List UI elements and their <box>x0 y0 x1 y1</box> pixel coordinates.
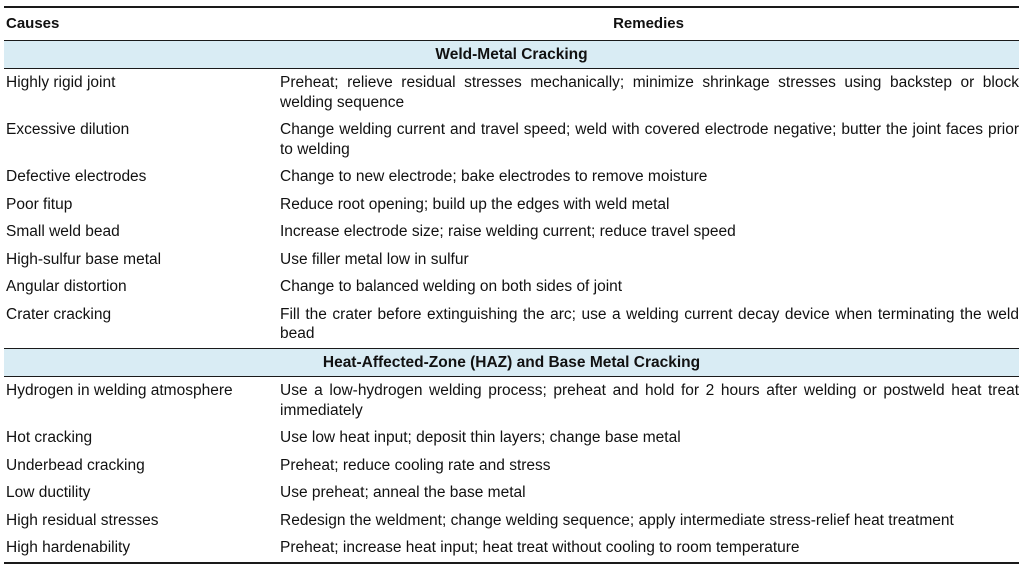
cause-cell: Crater cracking <box>6 305 112 323</box>
remedy-cell: Preheat; reduce cooling rate and stress <box>280 456 551 474</box>
table-body <box>4 40 1019 563</box>
table-row <box>4 246 1019 274</box>
table-container <box>4 6 1019 564</box>
causes-remedies-table <box>4 6 1019 564</box>
remedy-cell: Increase electrode size; raise welding current; reduce travel speed <box>280 223 736 240</box>
cause-cell: Low ductility <box>6 484 91 501</box>
remedy-cell: Change to balanced welding on both sides of joint <box>280 278 623 295</box>
remedy-cell: Reduce root opening; build up the edges with weld metal <box>280 195 670 213</box>
remedy-cell: Preheat; increase heat input; heat treat without cooling to room temperature <box>278 534 1019 563</box>
cause-cell: High-sulfur base metal <box>6 250 162 268</box>
remedy-cell: Change welding current and travel speed; weld with covered electrode negative; butter the joint faces prior to welding <box>280 121 1019 158</box>
cause-cell: High hardenability <box>4 534 278 563</box>
cause-cell: Defective electrodes <box>6 168 147 185</box>
cause-cell: Poor fitup <box>6 195 73 213</box>
header-row <box>4 7 1019 40</box>
table-row <box>4 507 1019 535</box>
cause-cell: Underbead cracking <box>6 456 145 474</box>
remedy-cell: Use filler metal low in sulfur <box>280 250 469 268</box>
cause-cell: Hot cracking <box>6 429 93 446</box>
remedy-cell: Change to new electrode; bake electrodes to remove moisture <box>280 168 708 185</box>
table-row <box>4 163 1019 191</box>
cause-cell: Angular distortion <box>6 278 127 295</box>
remedy-cell: Fill the crater before extinguishing the arc; use a welding current decay device when terminating the weld bead <box>280 305 1019 342</box>
table-row <box>4 116 1019 163</box>
cause-cell: Highly rigid joint <box>6 74 116 91</box>
table-row <box>4 424 1019 452</box>
remedies-header: Remedies <box>278 7 1019 40</box>
table-row <box>4 377 1019 425</box>
table-row <box>4 452 1019 480</box>
remedy-cell: Use low heat input; deposit thin layers; change base metal <box>280 429 681 446</box>
table-row <box>4 191 1019 219</box>
table-row <box>4 479 1019 507</box>
section-title: Heat-Affected-Zone (HAZ) and Base Metal Cracking <box>4 348 1019 377</box>
table-row <box>4 273 1019 301</box>
table-row <box>4 301 1019 349</box>
remedy-cell: Use a low-hydrogen welding process; preheat and hold for 2 hours after welding or postweld heat treat immediately <box>280 382 1019 419</box>
cause-cell: Small weld bead <box>6 223 120 240</box>
cause-cell: High residual stresses <box>6 511 159 529</box>
cause-cell: Excessive dilution <box>6 121 130 138</box>
table-row <box>4 69 1019 117</box>
causes-header: Causes <box>4 7 278 40</box>
section-header-row <box>4 40 1019 69</box>
remedy-cell: Preheat; relieve residual stresses mechanically; minimize shrinkage stresses using backstep or block welding sequence <box>280 74 1019 111</box>
remedy-cell: Redesign the weldment; change welding sequence; apply intermediate stress-relief heat treatment <box>280 511 954 529</box>
cause-cell: Hydrogen in welding atmosphere <box>6 382 233 399</box>
table-row <box>4 534 1019 563</box>
table-row <box>4 218 1019 246</box>
remedy-cell: Use preheat; anneal the base metal <box>280 484 526 501</box>
section-title: Weld-Metal Cracking <box>4 40 1019 69</box>
section-header-row <box>4 348 1019 377</box>
